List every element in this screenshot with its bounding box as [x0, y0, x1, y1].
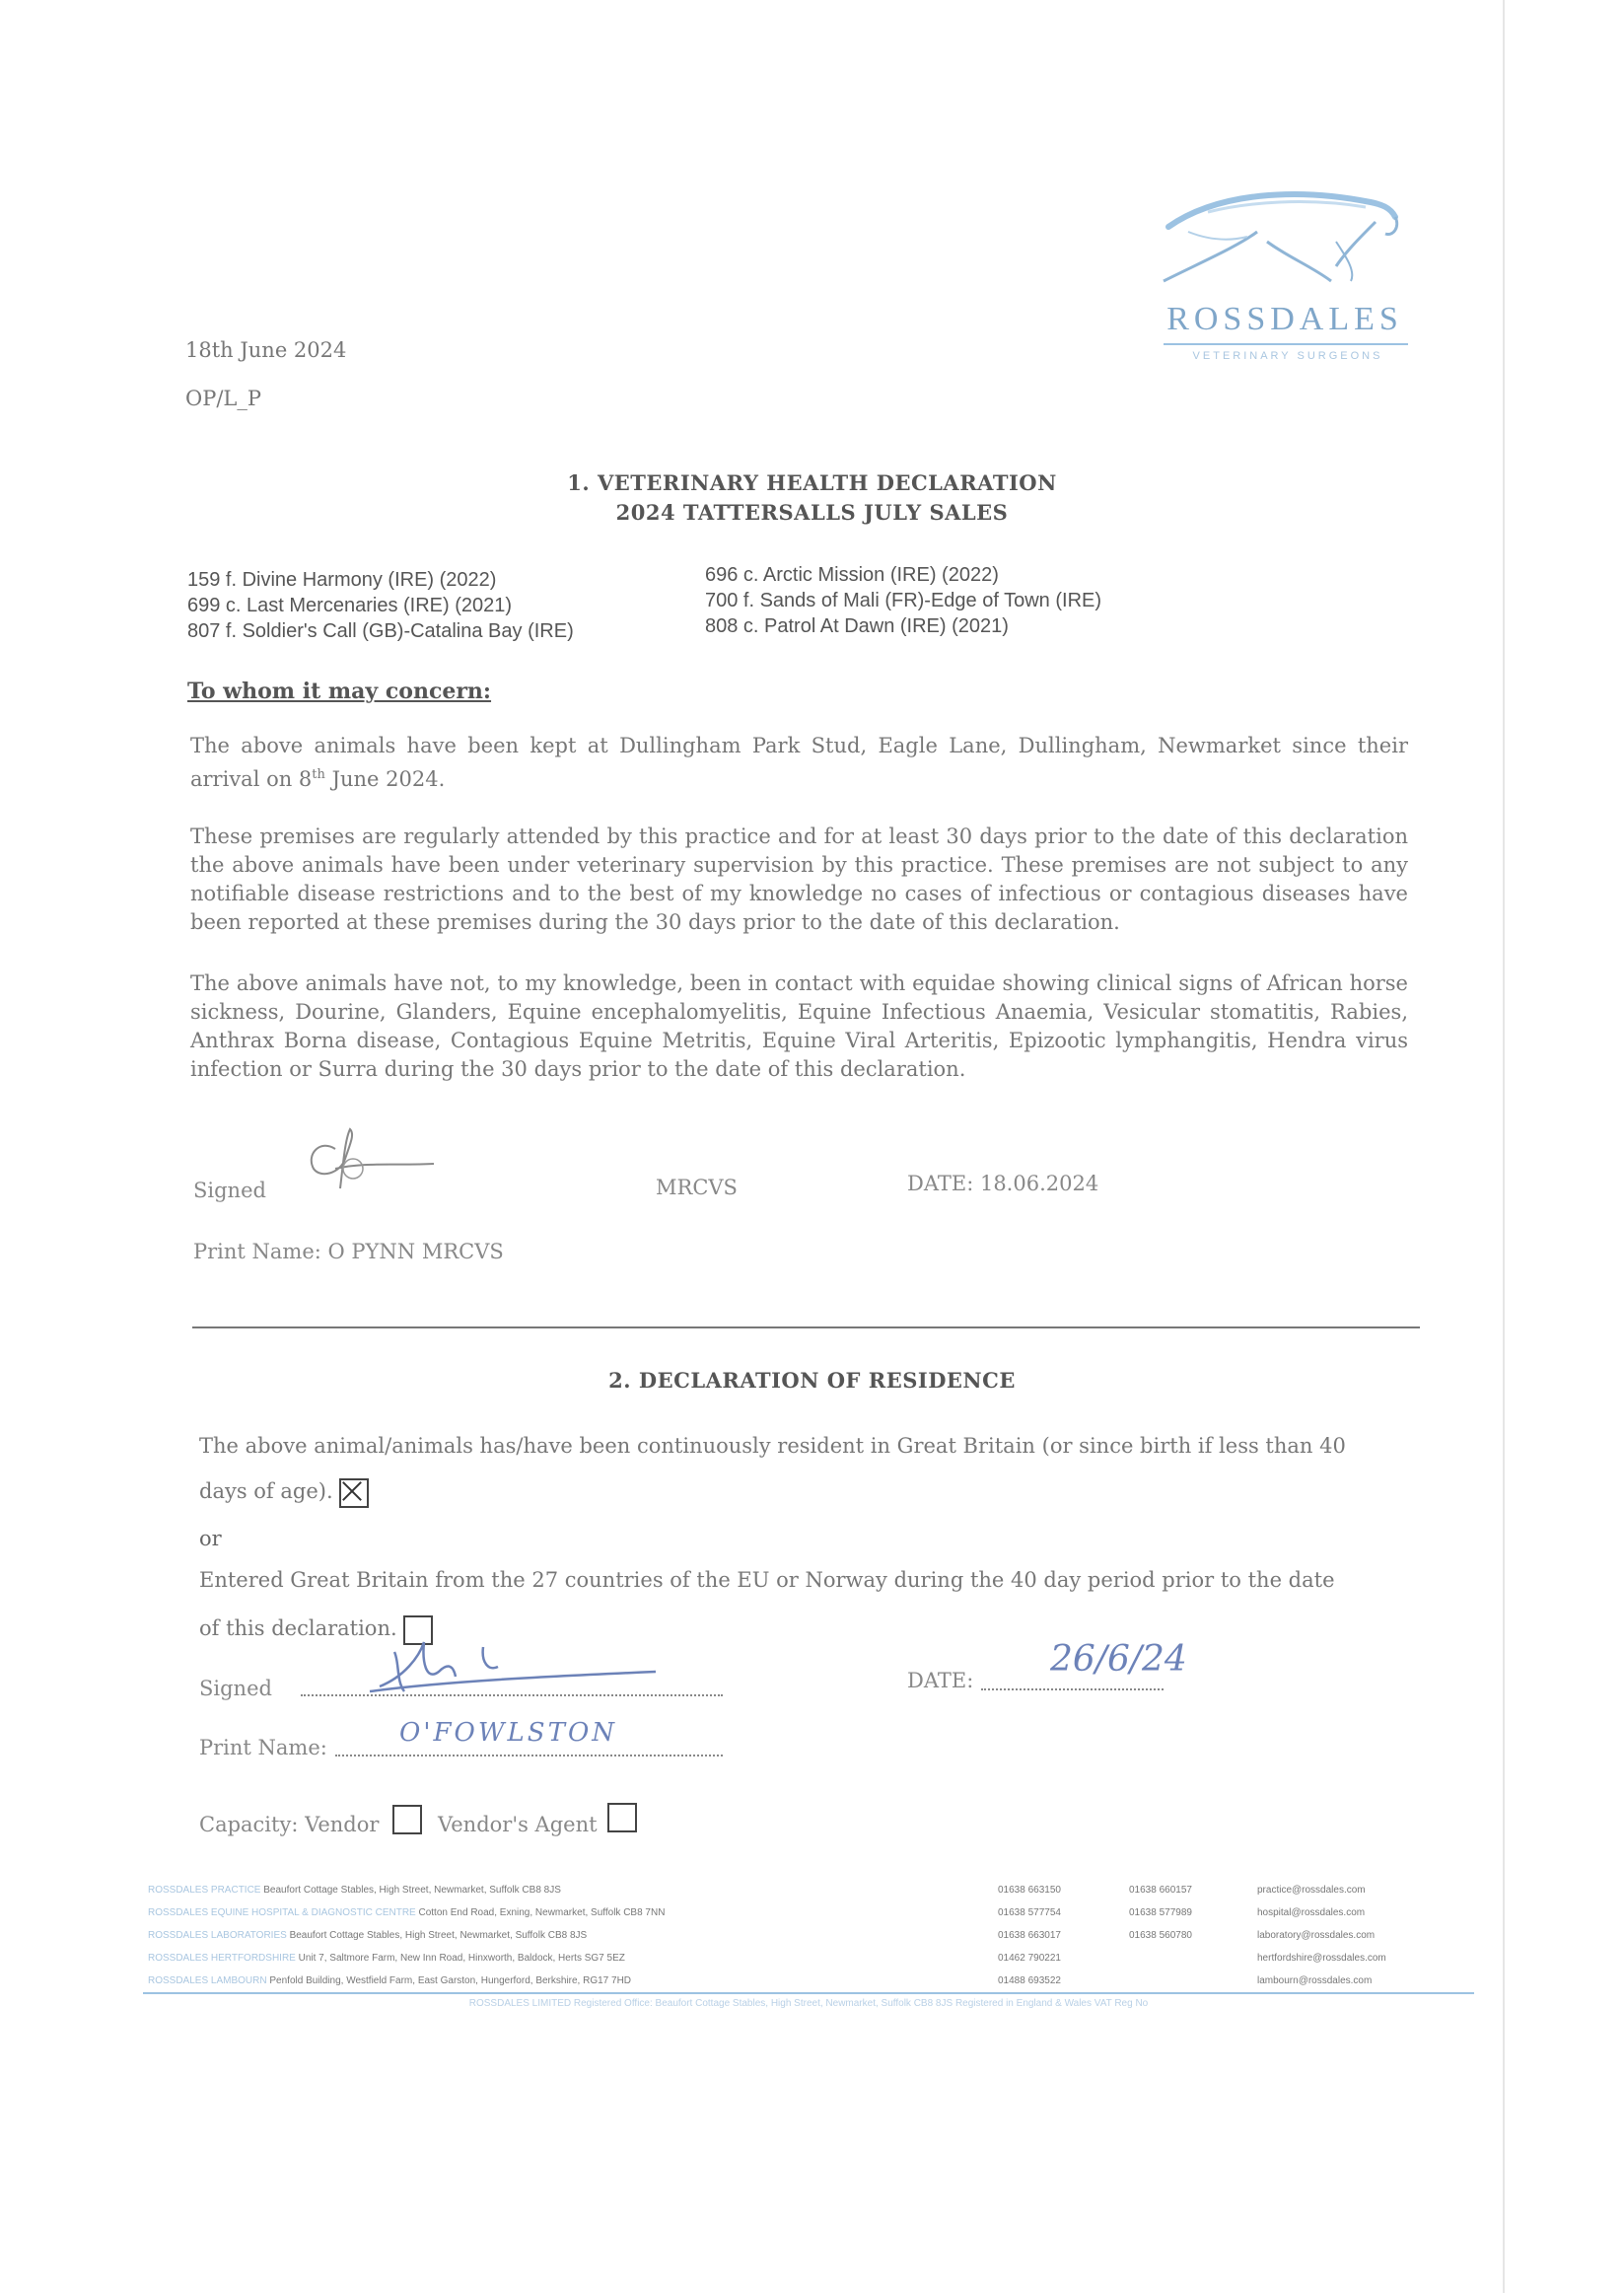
section2-title: 2. DECLARATION OF RESIDENCE — [608, 1368, 1016, 1393]
date-line — [981, 1688, 1164, 1690]
footer-fax: 01638 660157 — [1129, 1885, 1192, 1896]
logo-subtitle: VETERINARY SURGEONS — [1192, 350, 1383, 362]
section1-title-line1: 1. VETERINARY HEALTH DECLARATION — [567, 470, 1057, 495]
footer-phone: 01638 577754 — [998, 1907, 1061, 1918]
date-label-2: DATE: — [907, 1669, 974, 1692]
footer-rule — [143, 1992, 1474, 1994]
paragraph-supervision: These premises are regularly attended by this practice and for at least 30 days prior to the date of this declaration the above animals have been under veterinary supervision by this practice. These premises are not subject to any notifiable disease restrictions and to the best of my knowledge no cases of infectious or contagious diseases have been reported at these premises during the 30 days prior to the date of this declaration. — [190, 824, 1408, 934]
vendor-checkbox[interactable] — [392, 1805, 422, 1834]
date-value: 18.06.2024 — [979, 1172, 1099, 1195]
footer-address-row: ROSSDALES LAMBOURN Penfold Building, Westfield Farm, East Garston, Hungerford, Berkshire, RG17 7HD — [148, 1975, 632, 1986]
letter-date: 18th June 2024 — [185, 338, 347, 362]
salutation: To whom it may concern: — [187, 679, 492, 704]
footer-email[interactable]: hertfordshire@rossdales.com — [1257, 1953, 1386, 1964]
horse-entry: 159 f. Divine Harmony (IRE) (2022) — [187, 569, 497, 591]
agent-checkbox[interactable] — [607, 1803, 637, 1832]
footer-phone: 01488 693522 — [998, 1975, 1061, 1986]
footer-phone: 01462 790221 — [998, 1953, 1061, 1964]
footer-fax: 01638 577989 — [1129, 1907, 1192, 1918]
footer-phone: 01638 663150 — [998, 1885, 1061, 1896]
date-field-1 — [907, 1172, 1098, 1195]
signed-label: Signed — [193, 1179, 266, 1202]
paragraph-arrival: The above animals have been kept at Dullingham Park Stud, Eagle Lane, Dullingham, Newmarket since their arrival on 8th June 2024. — [190, 734, 1408, 791]
footer-address-row: ROSSDALES PRACTICE Beaufort Cottage Stables, High Street, Newmarket, Suffolk CB8 8JS — [148, 1885, 561, 1896]
signature-vendor-icon — [365, 1632, 661, 1706]
footer-registration: ROSSDALES LIMITED Registered Office: Beaufort Cottage Stables, High Street, Newmarket, Suffolk CB8 8JS Registered in England & Wales VAT Reg No — [468, 1998, 1149, 2009]
horse-list-right — [705, 562, 1101, 639]
option-entered: Entered Great Britain from the 27 countries of the EU or Norway during the 40 day period prior to the date of this declaration. — [199, 1556, 1351, 1653]
print-name-line — [335, 1755, 723, 1756]
horse-entry: 699 c. Last Mercenaries (IRE) (2021) — [187, 595, 513, 616]
footer-address-row: ROSSDALES LABORATORIES Beaufort Cottage Stables, High Street, Newmarket, Suffolk CB8 8JS — [148, 1930, 588, 1941]
date-handwritten: 26/6/24 — [1050, 1639, 1187, 1680]
or-label: or — [199, 1527, 222, 1550]
signed-label-2: Signed — [199, 1677, 272, 1700]
footer-phones — [998, 1879, 1116, 1992]
paragraph-diseases: The above animals have not, to my knowledge, been in contact with equidae showing clinical signs of African horse sickness, Dourine, Glanders, Equine encephalomyelitis, Equine Infectious Anaemia, Vesicular stomatitis, Rabies, Anthrax Borna disease, Contagious Equine Metritis, Equine Viral Arteritis, Epizootic lymphangitis, Hendra virus infection or Surra during the 30 days prior to the date of this declaration. — [190, 971, 1408, 1081]
scan-edge — [1503, 0, 1505, 2293]
print-name-vet: Print Name: O PYNN MRCVS — [193, 1240, 504, 1263]
horse-entry: 807 f. Soldier's Call (GB)-Catalina Bay (IRE) — [187, 620, 574, 642]
vendor-agent-label: Vendor's Agent — [438, 1813, 598, 1836]
logo-wordmark: ROSSDALES — [1166, 301, 1403, 337]
footer-email[interactable]: lambourn@rossdales.com — [1257, 1975, 1373, 1986]
section1-title-line2: 2024 TATTERSALLS JULY SALES — [615, 500, 1009, 525]
horse-entry: 700 f. Sands of Mali (FR)-Edge of Town (IRE) — [705, 590, 1102, 611]
horse-entry: 696 c. Arctic Mission (IRE) (2022) — [705, 564, 999, 586]
print-name-handwritten: O'FOWLSTON — [399, 1718, 618, 1748]
footer-addresses — [148, 1879, 1006, 1992]
footer-email[interactable]: laboratory@rossdales.com — [1257, 1930, 1376, 1941]
date-label: DATE: — [907, 1172, 974, 1195]
footer-faxes — [1129, 1879, 1247, 1947]
footer-fax: 01638 560780 — [1129, 1930, 1192, 1941]
reference: OP/L_P — [185, 387, 261, 410]
section-divider — [192, 1326, 1420, 1328]
option-resident: The above animal/animals has/have been continuously resident in Great Britain (or since birth if less than 40 days of age). — [199, 1423, 1351, 1514]
footer-emails — [1257, 1879, 1474, 1992]
horse-list-left — [187, 567, 574, 644]
footer-phone: 01638 663017 — [998, 1930, 1061, 1941]
footer-email[interactable]: practice@rossdales.com — [1257, 1885, 1366, 1896]
capacity-vendor-label: Capacity: Vendor — [199, 1813, 380, 1836]
horse-entry: 808 c. Patrol At Dawn (IRE) (2021) — [705, 615, 1009, 637]
signature-vet-icon — [296, 1124, 444, 1193]
mrcvs-label: MRCVS — [656, 1176, 738, 1199]
logo-rule — [1164, 343, 1408, 345]
footer-address-row: ROSSDALES HERTFORDSHIRE Unit 7, Saltmore Farm, New Inn Road, Hinxworth, Baldock, Herts SG7 5EZ — [148, 1953, 625, 1964]
footer-address-row: ROSSDALES EQUINE HOSPITAL & DIAGNOSTIC CENTRE Cotton End Road, Exning, Newmarket, Suffolk CB8 7NN — [148, 1907, 666, 1918]
horse-logo-icon — [1149, 182, 1415, 291]
print-name-label-2: Print Name: — [199, 1736, 327, 1759]
footer-email[interactable]: hospital@rossdales.com — [1257, 1907, 1366, 1918]
resident-checkbox[interactable] — [339, 1478, 369, 1508]
